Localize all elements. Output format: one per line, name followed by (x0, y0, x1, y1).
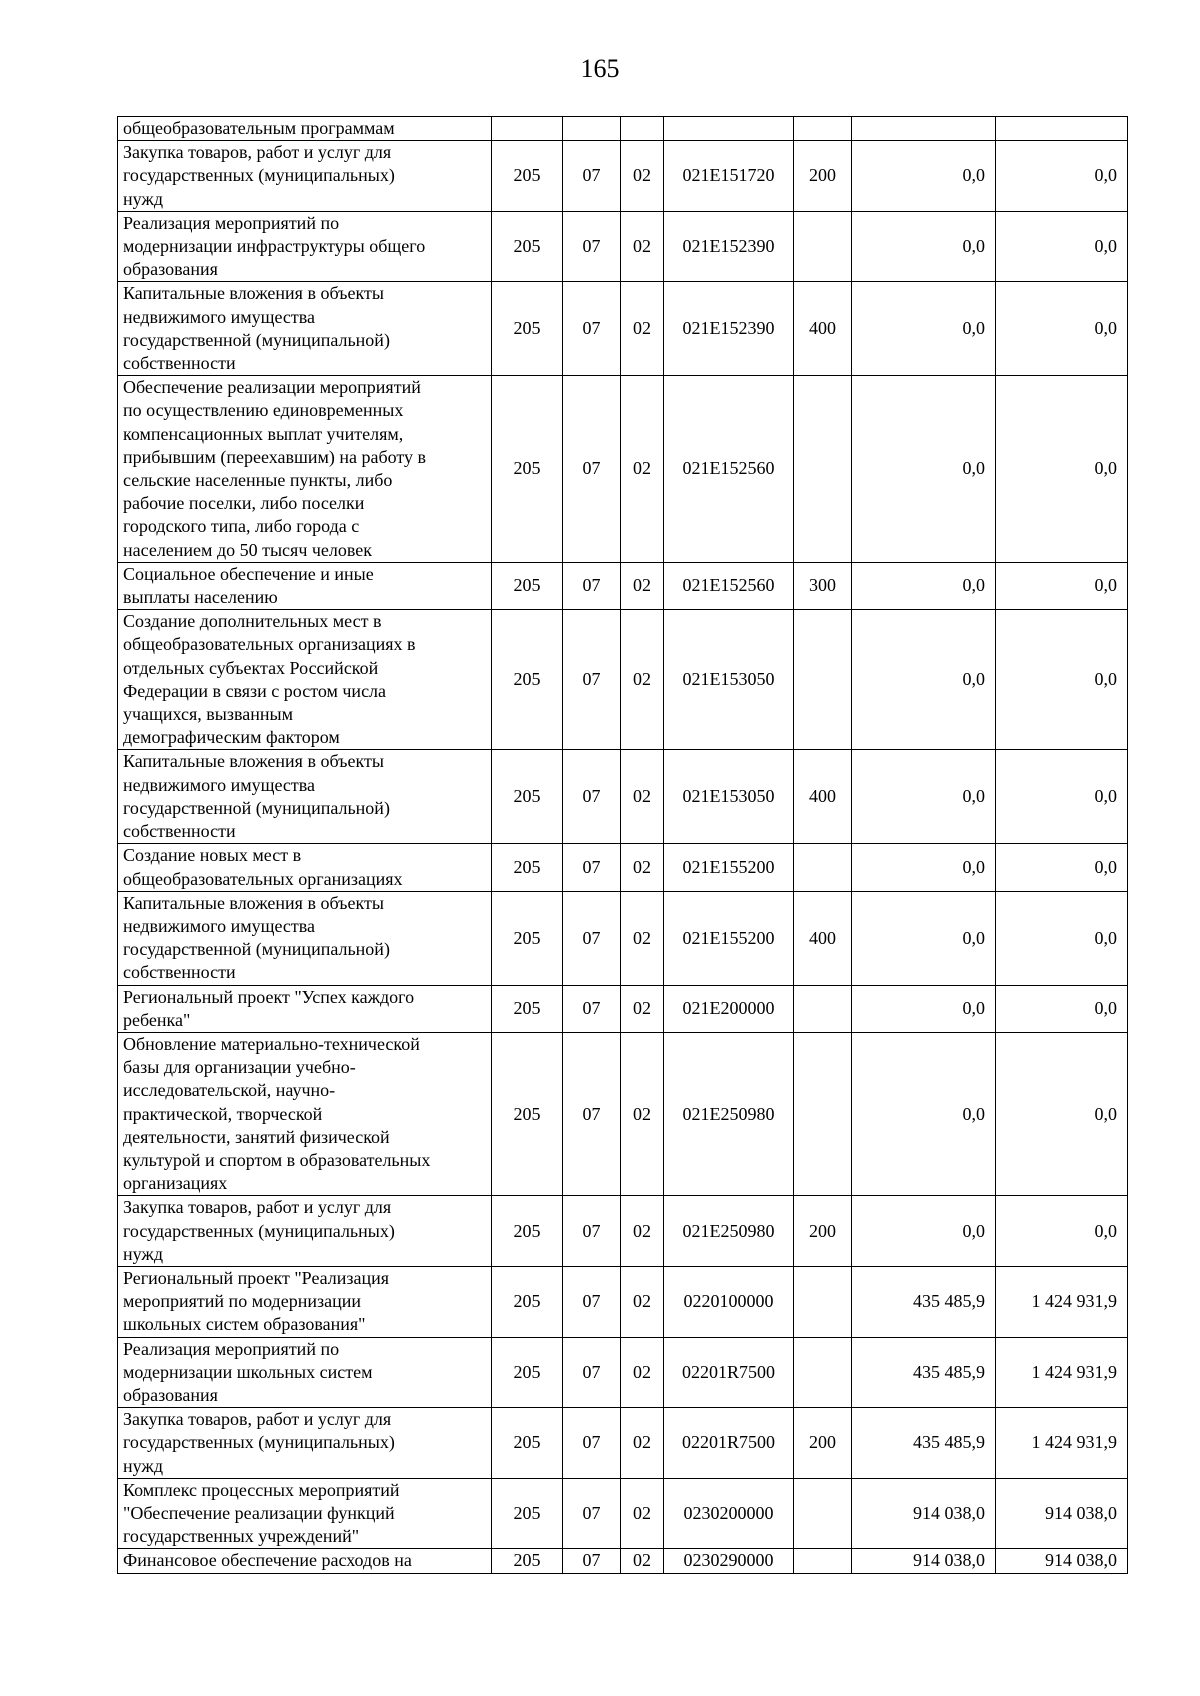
ministry-code-cell: 205 (492, 1549, 563, 1573)
amount-cell-1: 0,0 (852, 141, 996, 212)
section-code-cell: 07 (563, 1478, 621, 1549)
expense-type-cell (794, 985, 852, 1032)
target-article-cell: 0220100000 (664, 1266, 794, 1337)
row-name-cell: Обновление материально-технической базы для организации учебно- исследовательской, научно- практической, творческой деятельности, занятий физической культурой и спортом в образовательных организациях (118, 1032, 492, 1195)
row-name-cell: Закупка товаров, работ и услуг для государственных (муниципальных) нужд (118, 1196, 492, 1267)
table-row (118, 141, 1128, 212)
ministry-code-cell: 205 (492, 282, 563, 376)
table-row (118, 282, 1128, 376)
ministry-code-cell: 205 (492, 141, 563, 212)
amount-cell-2: 1 424 931,9 (996, 1408, 1128, 1479)
table-row (118, 844, 1128, 891)
amount-cell-2: 0,0 (996, 750, 1128, 844)
budget-table (117, 116, 1128, 1574)
ministry-code-cell: 205 (492, 211, 563, 282)
amount-cell-1: 0,0 (852, 282, 996, 376)
target-article-cell: 021E153050 (664, 610, 794, 750)
subsection-code-cell: 02 (621, 376, 664, 563)
row-name-cell: Реализация мероприятий по модернизации инфраструктуры общего образования (118, 211, 492, 282)
amount-cell-2: 0,0 (996, 610, 1128, 750)
amount-cell-2: 1 424 931,9 (996, 1266, 1128, 1337)
expense-type-cell: 400 (794, 750, 852, 844)
expense-type-cell (794, 1337, 852, 1408)
target-article-cell: 021E155200 (664, 891, 794, 985)
amount-cell-1: 914 038,0 (852, 1549, 996, 1573)
target-article-cell: 021E155200 (664, 844, 794, 891)
section-code-cell: 07 (563, 1032, 621, 1195)
expense-type-cell: 200 (794, 1196, 852, 1267)
target-article-cell: 021E250980 (664, 1032, 794, 1195)
subsection-code-cell: 02 (621, 562, 664, 609)
section-code-cell: 07 (563, 562, 621, 609)
target-article-cell: 021E152560 (664, 376, 794, 563)
row-name-cell: Закупка товаров, работ и услуг для государственных (муниципальных) нужд (118, 141, 492, 212)
amount-cell-2: 0,0 (996, 844, 1128, 891)
amount-cell-2: 914 038,0 (996, 1549, 1128, 1573)
target-article-cell: 021E152390 (664, 211, 794, 282)
target-article-cell (664, 117, 794, 141)
target-article-cell: 02201R7500 (664, 1408, 794, 1479)
page-number: 165 (580, 54, 620, 83)
expense-type-cell (794, 610, 852, 750)
subsection-code-cell (621, 117, 664, 141)
subsection-code-cell: 02 (621, 1196, 664, 1267)
amount-cell-2 (996, 117, 1128, 141)
ministry-code-cell: 205 (492, 985, 563, 1032)
target-article-cell: 021E151720 (664, 141, 794, 212)
row-name-cell: Создание новых мест в общеобразовательных организациях (118, 844, 492, 891)
expense-type-cell (794, 1032, 852, 1195)
ministry-code-cell: 205 (492, 1408, 563, 1479)
table-row (118, 985, 1128, 1032)
amount-cell-1: 435 485,9 (852, 1408, 996, 1479)
amount-cell-1: 0,0 (852, 610, 996, 750)
expense-type-cell: 200 (794, 1408, 852, 1479)
amount-cell-1: 0,0 (852, 1196, 996, 1267)
ministry-code-cell: 205 (492, 1266, 563, 1337)
amount-cell-1: 0,0 (852, 985, 996, 1032)
ministry-code-cell: 205 (492, 750, 563, 844)
section-code-cell: 07 (563, 985, 621, 1032)
table-row (118, 1032, 1128, 1195)
target-article-cell: 02201R7500 (664, 1337, 794, 1408)
ministry-code-cell: 205 (492, 376, 563, 563)
section-code-cell: 07 (563, 891, 621, 985)
row-name-cell: Капитальные вложения в объекты недвижимого имущества государственной (муниципальной) собственности (118, 750, 492, 844)
subsection-code-cell: 02 (621, 1549, 664, 1573)
subsection-code-cell: 02 (621, 891, 664, 985)
section-code-cell: 07 (563, 141, 621, 212)
ministry-code-cell: 205 (492, 610, 563, 750)
expense-type-cell (794, 1478, 852, 1549)
row-name-cell: Социальное обеспечение и иные выплаты населению (118, 562, 492, 609)
target-article-cell: 021E152560 (664, 562, 794, 609)
table-row (118, 1478, 1128, 1549)
subsection-code-cell: 02 (621, 1337, 664, 1408)
section-code-cell: 07 (563, 282, 621, 376)
table-row (118, 117, 1128, 141)
subsection-code-cell: 02 (621, 1266, 664, 1337)
target-article-cell: 021E250980 (664, 1196, 794, 1267)
row-name-cell: Региональный проект "Успех каждого ребенка" (118, 985, 492, 1032)
amount-cell-2: 0,0 (996, 562, 1128, 609)
subsection-code-cell: 02 (621, 141, 664, 212)
target-article-cell: 021E152390 (664, 282, 794, 376)
section-code-cell: 07 (563, 376, 621, 563)
ministry-code-cell: 205 (492, 1032, 563, 1195)
row-name-cell: Реализация мероприятий по модернизации школьных систем образования (118, 1337, 492, 1408)
ministry-code-cell: 205 (492, 1337, 563, 1408)
target-article-cell: 0230290000 (664, 1549, 794, 1573)
amount-cell-1: 0,0 (852, 562, 996, 609)
table-row (118, 1408, 1128, 1479)
expense-type-cell (794, 117, 852, 141)
amount-cell-2: 0,0 (996, 891, 1128, 985)
expense-type-cell: 300 (794, 562, 852, 609)
ministry-code-cell: 205 (492, 1196, 563, 1267)
table-row (118, 891, 1128, 985)
amount-cell-1: 0,0 (852, 750, 996, 844)
section-code-cell: 07 (563, 1196, 621, 1267)
target-article-cell: 021E153050 (664, 750, 794, 844)
section-code-cell: 07 (563, 211, 621, 282)
expense-type-cell (794, 376, 852, 563)
ministry-code-cell: 205 (492, 891, 563, 985)
table-row (118, 562, 1128, 609)
section-code-cell: 07 (563, 1408, 621, 1479)
row-name-cell: Финансовое обеспечение расходов на (118, 1549, 492, 1573)
budget-table-body (118, 117, 1128, 1574)
subsection-code-cell: 02 (621, 610, 664, 750)
row-name-cell: Обеспечение реализации мероприятий по осуществлению единовременных компенсационных выплат учителям, прибывшим (переехавшим) на работу в сельские населенные пункты, либо рабочие поселки, либо поселки городского типа, либо города с населением до 50 тысяч человек (118, 376, 492, 563)
amount-cell-2: 1 424 931,9 (996, 1337, 1128, 1408)
amount-cell-2: 0,0 (996, 376, 1128, 563)
row-name-cell: Региональный проект "Реализация мероприятий по модернизации школьных систем образования" (118, 1266, 492, 1337)
ministry-code-cell: 205 (492, 562, 563, 609)
amount-cell-2: 0,0 (996, 282, 1128, 376)
amount-cell-2: 0,0 (996, 211, 1128, 282)
subsection-code-cell: 02 (621, 750, 664, 844)
section-code-cell: 07 (563, 1337, 621, 1408)
expense-type-cell: 200 (794, 141, 852, 212)
amount-cell-1: 0,0 (852, 211, 996, 282)
row-name-cell: Комплекс процессных мероприятий "Обеспечение реализации функций государственных учреждений" (118, 1478, 492, 1549)
table-row (118, 1549, 1128, 1573)
amount-cell-1: 0,0 (852, 1032, 996, 1195)
row-name-cell: общеобразовательным программам (118, 117, 492, 141)
row-name-cell: Закупка товаров, работ и услуг для государственных (муниципальных) нужд (118, 1408, 492, 1479)
target-article-cell: 021E200000 (664, 985, 794, 1032)
subsection-code-cell: 02 (621, 211, 664, 282)
amount-cell-2: 0,0 (996, 1196, 1128, 1267)
subsection-code-cell: 02 (621, 1478, 664, 1549)
target-article-cell: 0230200000 (664, 1478, 794, 1549)
amount-cell-2: 0,0 (996, 985, 1128, 1032)
row-name-cell: Создание дополнительных мест в общеобразовательных организациях в отдельных субъектах Российской Федерации в связи с ростом числа учащихся, вызванным демографическим фактором (118, 610, 492, 750)
amount-cell-2: 0,0 (996, 141, 1128, 212)
table-row (118, 1196, 1128, 1267)
expense-type-cell (794, 1266, 852, 1337)
section-code-cell (563, 117, 621, 141)
expense-type-cell (794, 844, 852, 891)
subsection-code-cell: 02 (621, 1032, 664, 1195)
amount-cell-1: 435 485,9 (852, 1337, 996, 1408)
ministry-code-cell (492, 117, 563, 141)
section-code-cell: 07 (563, 1549, 621, 1573)
ministry-code-cell: 205 (492, 844, 563, 891)
table-row (118, 610, 1128, 750)
table-row (118, 211, 1128, 282)
amount-cell-1: 0,0 (852, 844, 996, 891)
expense-type-cell (794, 211, 852, 282)
ministry-code-cell: 205 (492, 1478, 563, 1549)
subsection-code-cell: 02 (621, 1408, 664, 1479)
amount-cell-2: 0,0 (996, 1032, 1128, 1195)
subsection-code-cell: 02 (621, 282, 664, 376)
table-row (118, 1337, 1128, 1408)
amount-cell-1: 0,0 (852, 891, 996, 985)
expense-type-cell (794, 1549, 852, 1573)
section-code-cell: 07 (563, 844, 621, 891)
amount-cell-1: 0,0 (852, 376, 996, 563)
amount-cell-1: 435 485,9 (852, 1266, 996, 1337)
section-code-cell: 07 (563, 750, 621, 844)
row-name-cell: Капитальные вложения в объекты недвижимого имущества государственной (муниципальной) собственности (118, 282, 492, 376)
amount-cell-2: 914 038,0 (996, 1478, 1128, 1549)
table-row (118, 750, 1128, 844)
expense-type-cell: 400 (794, 891, 852, 985)
section-code-cell: 07 (563, 1266, 621, 1337)
table-row (118, 376, 1128, 563)
subsection-code-cell: 02 (621, 985, 664, 1032)
amount-cell-1 (852, 117, 996, 141)
row-name-cell: Капитальные вложения в объекты недвижимого имущества государственной (муниципальной) собственности (118, 891, 492, 985)
table-row (118, 1266, 1128, 1337)
expense-type-cell: 400 (794, 282, 852, 376)
amount-cell-1: 914 038,0 (852, 1478, 996, 1549)
section-code-cell: 07 (563, 610, 621, 750)
subsection-code-cell: 02 (621, 844, 664, 891)
